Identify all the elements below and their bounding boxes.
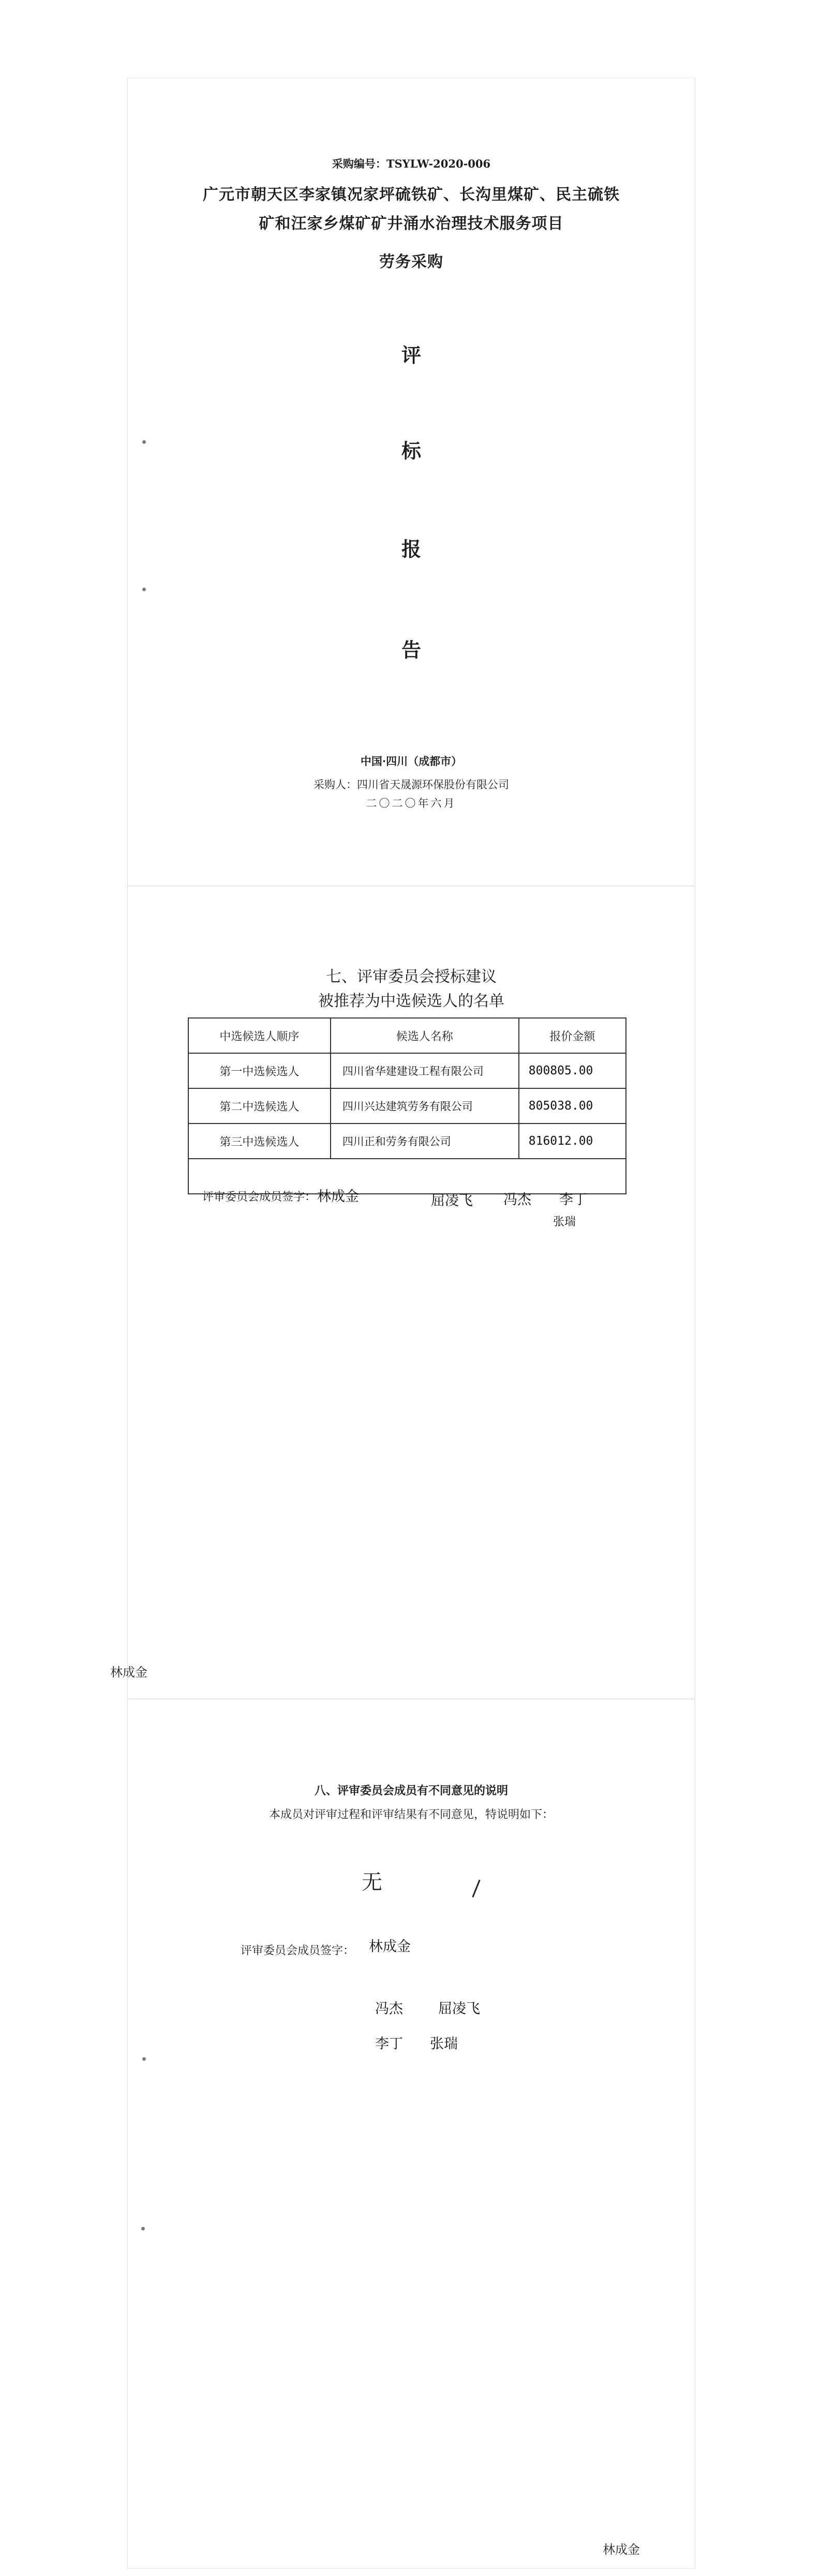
section-subtitle: 被推荐为中选候选人的名单 (318, 992, 504, 1010)
handwritten-signature: 张瑞 (430, 2036, 458, 2052)
signature-label: 评审委员会成员签字： (241, 1944, 355, 1957)
handwritten-signature: 冯杰 (375, 2001, 403, 2017)
cell-rank: 第二中选候选人 (188, 1088, 331, 1124)
scan-speck (142, 588, 146, 591)
handwritten-signature: 屈凌飞 (438, 2001, 480, 2017)
cell-rank: 第三中选候选人 (188, 1124, 331, 1159)
report-char-3: 报 (401, 537, 421, 561)
signature-cell (188, 1159, 626, 1229)
cover-page (127, 78, 695, 885)
report-char-4: 告 (401, 638, 421, 662)
strike-mark (472, 1880, 480, 1898)
cell-name: 四川正和劳务有限公司 (331, 1124, 519, 1159)
dissent-page (127, 1699, 695, 2569)
table-header-row (188, 1018, 626, 1053)
report-date: 二〇二〇年六月 (366, 797, 457, 810)
header-rank: 中选候选人顺序 (188, 1018, 331, 1053)
report-char-2: 标 (401, 439, 421, 462)
signature-label: 评审委员会成员签字： (202, 1191, 317, 1204)
project-title-line-2: 矿和汪家乡煤矿矿井涌水治理技术服务项目 (259, 215, 564, 233)
scan-speck (141, 2227, 145, 2230)
candidate-table (188, 1017, 626, 1229)
cell-name: 四川兴达建筑劳务有限公司 (331, 1088, 519, 1124)
handwritten-signature: 张瑞 (553, 1216, 576, 1229)
dissent-content: 无 (362, 1870, 382, 1894)
recommendation-page (110, 886, 695, 1698)
table-row (188, 1053, 626, 1088)
page-initials: 林成金 (110, 1665, 147, 1680)
scan-speck (142, 440, 146, 444)
report-char-1: 评 (401, 343, 421, 367)
header-name: 候选人名称 (331, 1018, 519, 1053)
signature-row (188, 1159, 626, 1194)
location: 中国·四川（成都市） (360, 755, 462, 768)
handwritten-signature: 林成金 (369, 1939, 411, 1955)
scan-speck (142, 2057, 146, 2061)
dissent-description: 本成员对评审过程和评审结果有不同意见，特说明如下： (268, 1808, 554, 1821)
procurement-number: 采购编号：TSYLW-2020-006 (332, 157, 491, 170)
dissent-title: 八、评审委员会成员有不同意见的说明 (314, 1784, 508, 1798)
page-initials: 林成金 (603, 2542, 640, 2557)
cell-rank: 第一中选候选人 (188, 1053, 331, 1088)
handwritten-signature: 冯杰 (503, 1192, 531, 1208)
cell-price: 805038.00 (519, 1088, 626, 1124)
buyer: 采购人：四川省天晟源环保股份有限公司 (314, 778, 509, 791)
section-title: 七、评审委员会授标建议 (326, 968, 497, 986)
project-title-line-3: 劳务采购 (379, 253, 443, 271)
cell-price: 816012.00 (519, 1124, 626, 1159)
header-price: 报价金额 (519, 1018, 626, 1053)
handwritten-signature: 李丁 (375, 2036, 403, 2052)
table-row (188, 1124, 626, 1159)
handwritten-signature: 林成金 (317, 1189, 359, 1205)
cell-price: 800805.00 (519, 1053, 626, 1088)
project-title-line-1: 广元市朝天区李家镇况家坪硫铁矿、长沟里煤矿、民主硫铁 (203, 186, 620, 204)
handwritten-signature: 屈凌飞 (431, 1193, 473, 1209)
cell-name: 四川省华建建设工程有限公司 (331, 1053, 519, 1088)
table-row (188, 1088, 626, 1124)
handwritten-signature: 李丁 (559, 1192, 587, 1208)
